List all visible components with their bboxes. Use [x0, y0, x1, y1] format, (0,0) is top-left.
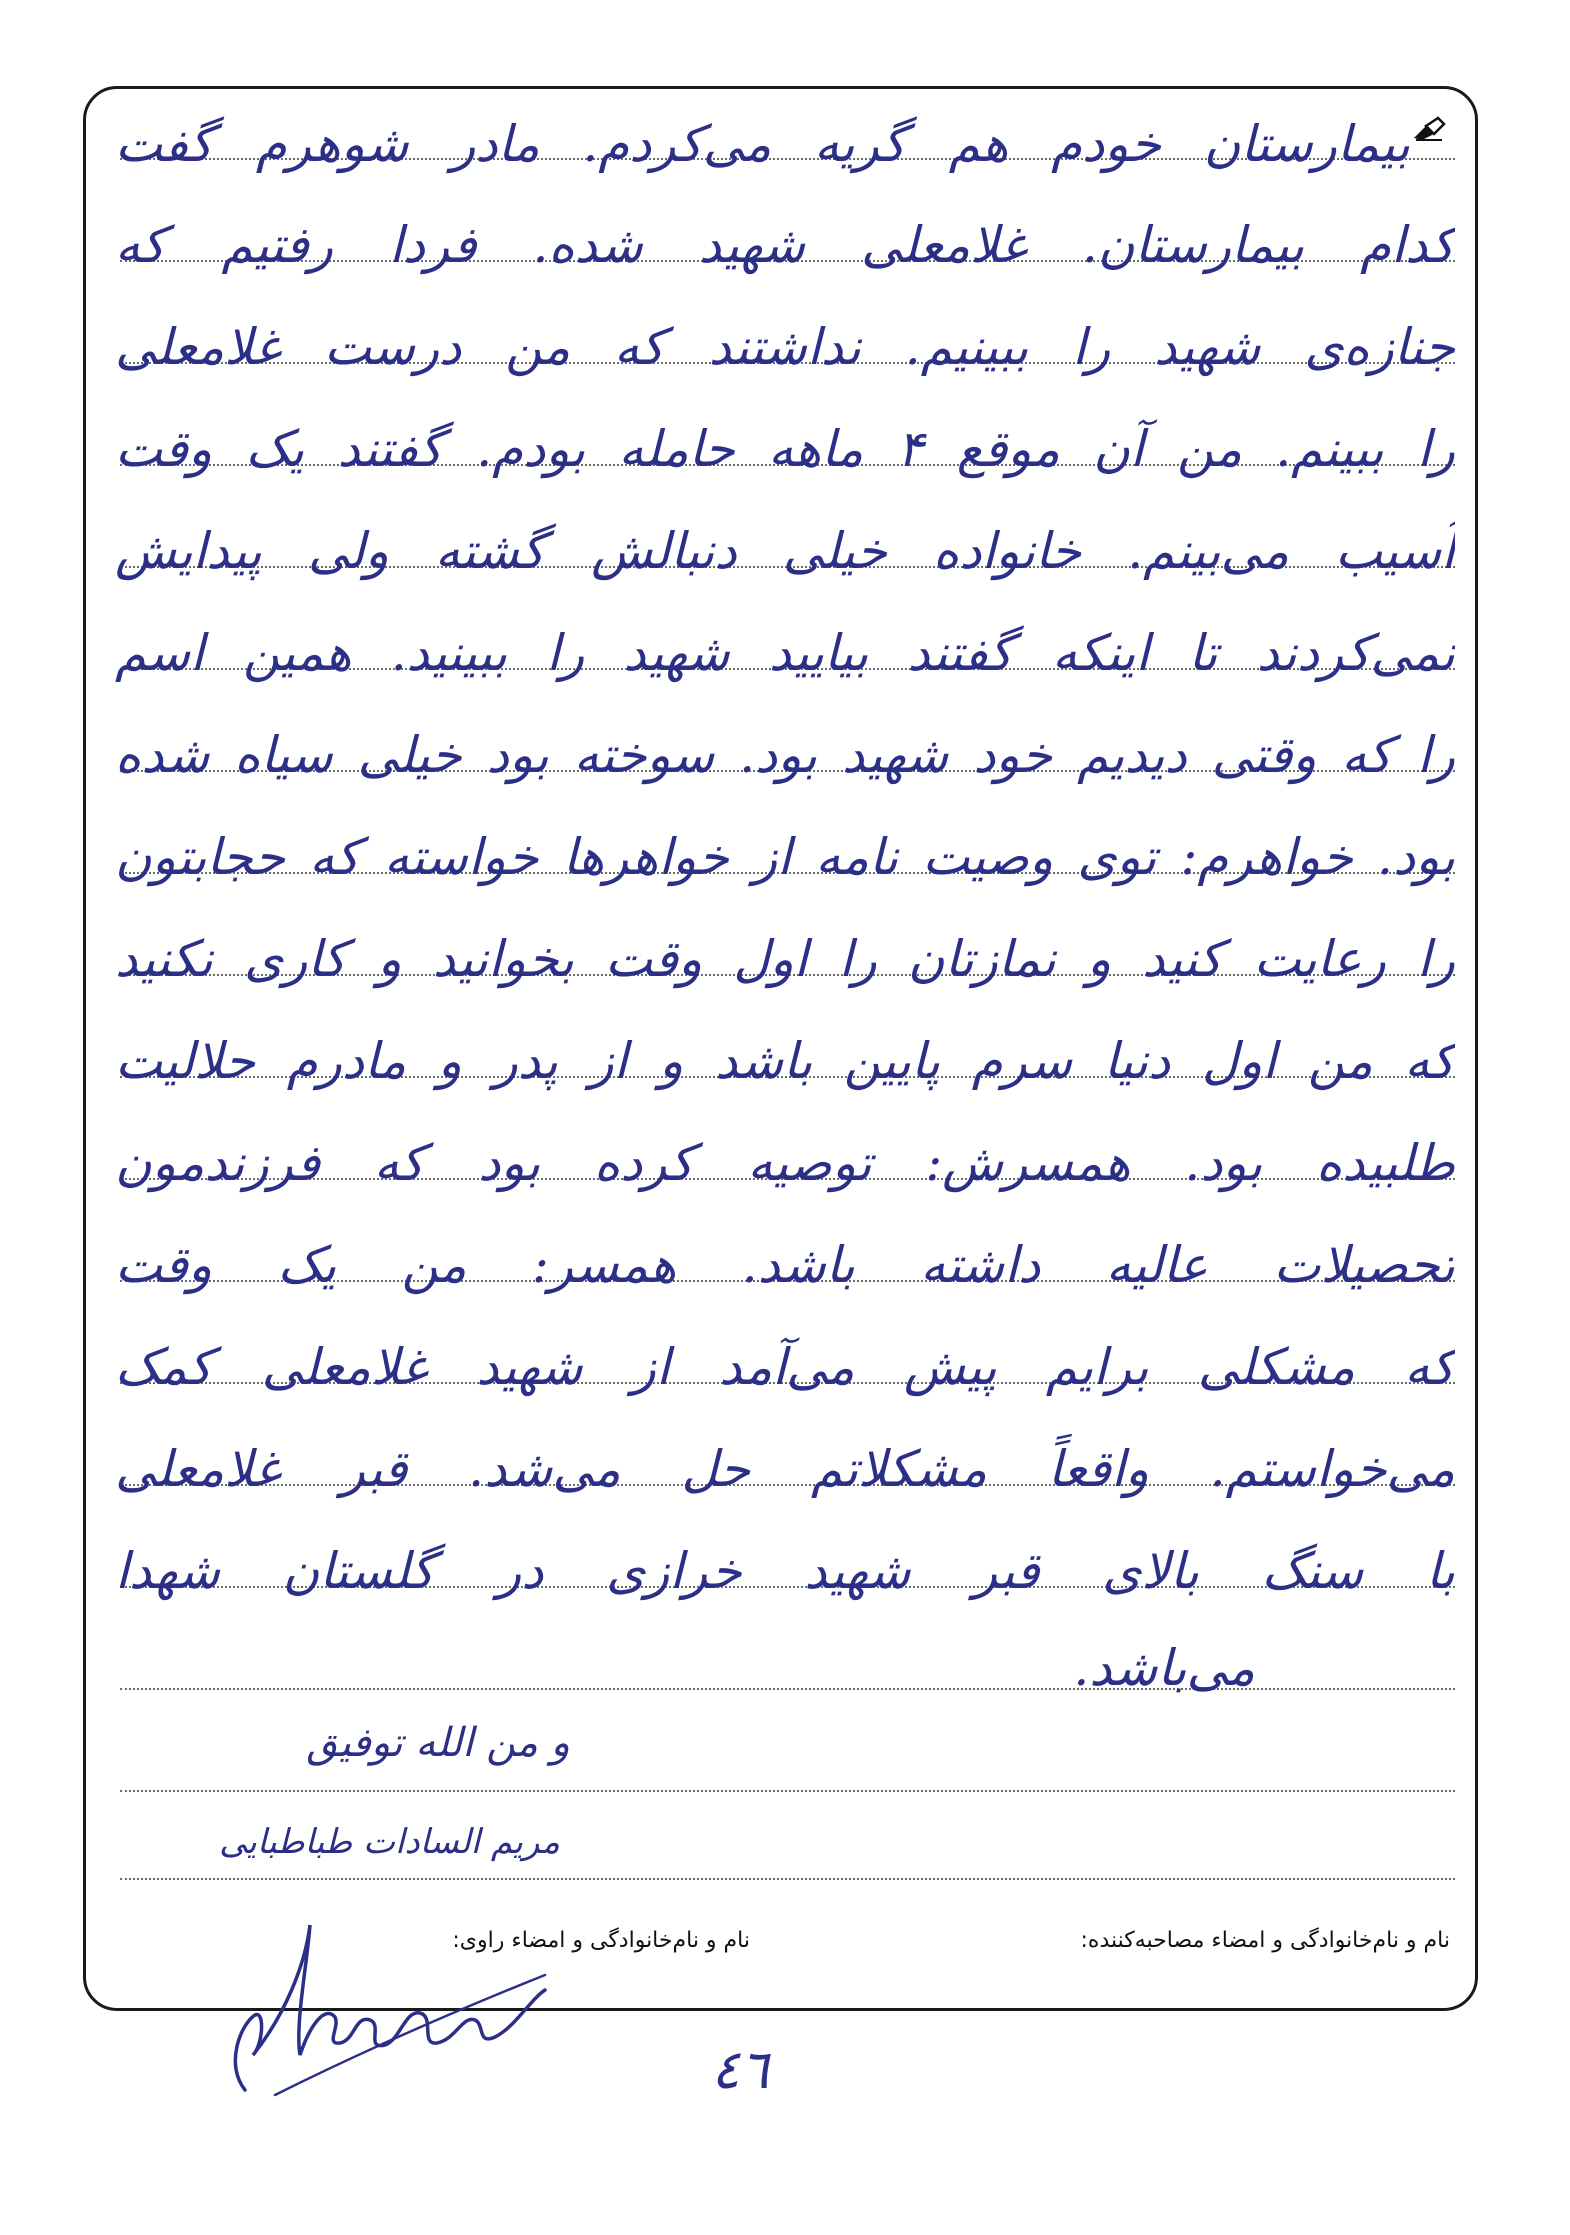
ruled-line	[120, 1878, 1455, 1880]
handwritten-line: که مشکلی برایم پیش می‌آمد از شهید غلامعلی کمک	[115, 1338, 1455, 1396]
handwritten-line: بیمارستان خودم هم گریه می‌کردم. مادر شوهرم گفت	[115, 115, 1410, 173]
handwritten-line: بود. خواهرم: توی وصیت نامه از خواهرها خواسته که حجابتون	[115, 828, 1455, 886]
handwritten-line: را رعایت کنید و نمازتان را اول وقت بخوانید و کاری نکنید	[115, 930, 1455, 988]
handwritten-line: می‌باشد.	[1073, 1639, 1255, 1697]
handwritten-line: تحصیلات عالیه داشته باشد. همسر: من یک وقت	[115, 1236, 1455, 1294]
handwritten-line: آسیب می‌بینم. خانواده خیلی دنبالش گشته ولی پیدایش	[115, 522, 1455, 580]
signature-image	[215, 1905, 555, 2105]
handwritten-line: کدام بیمارستان. غلامعلی شهید شده. فردا رفتیم که	[115, 216, 1455, 274]
interviewer-label: نام و نام‌خانوادگی و امضاء مصاحبه‌کننده:	[1080, 1928, 1450, 1953]
handwritten-line: می‌خواستم. واقعاً مشکلاتم حل می‌شد. قبر غلامعلی	[115, 1440, 1455, 1498]
handwritten-line: جنازه‌ی شهید را ببینیم. نداشتند که من درست غلامعلی	[115, 318, 1455, 376]
handwritten-line: طلبیده بود. همسرش: توصیه کرده بود که فرزندمون	[115, 1134, 1455, 1192]
narrator-label: نام و نام‌خانوادگی و امضاء راوی:	[452, 1928, 750, 1953]
handwritten-line: با سنگ بالای قبر شهید خرازی در گلستان شهدا	[115, 1542, 1455, 1600]
page-number: ٤٦	[710, 2038, 769, 2101]
handwritten-line: را که وقتی دیدیم خود شهید بود. سوخته بود خیلی سیاه شده	[115, 726, 1455, 784]
handwritten-line: نمی‌کردند تا اینکه گفتند بیایید شهید را ببینید. همین اسم	[115, 624, 1455, 682]
ruled-line	[120, 1790, 1455, 1792]
pen-icon	[1412, 116, 1446, 142]
closing-phrase: و من الله توفیق	[306, 1720, 570, 1766]
handwritten-line: را ببینم. من آن موقع ۴ ماهه حامله بودم. گفتند یک وقت	[115, 420, 1455, 478]
handwritten-line: که من اول دنیا سرم پایین باشد و از پدر و مادرم حلالیت	[115, 1032, 1455, 1090]
narrator-name: مریم السادات طباطبایی	[219, 1822, 560, 1862]
